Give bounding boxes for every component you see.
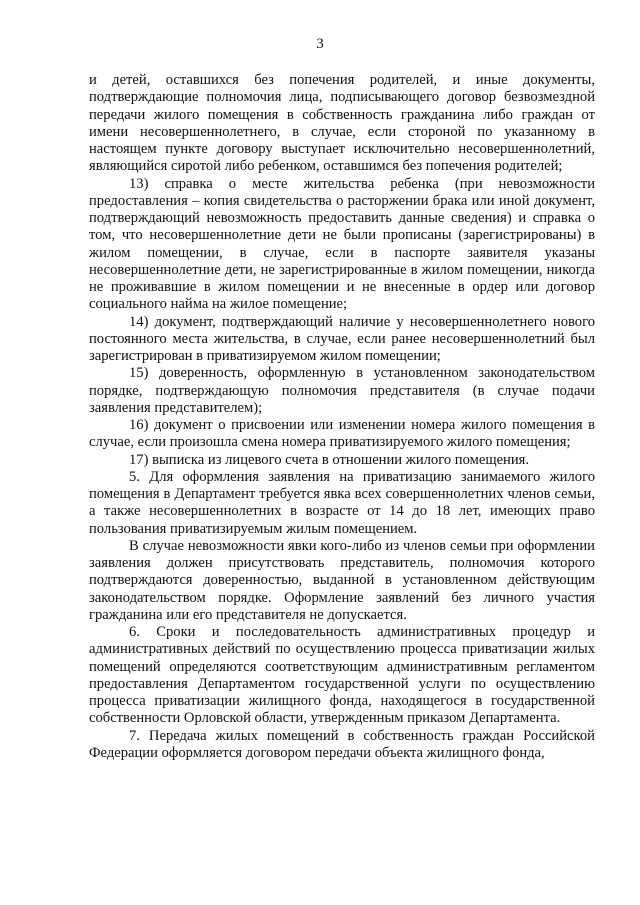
paragraph-item-17: 17) выписка из лицевого счета в отношении жилого помещения. bbox=[129, 451, 530, 468]
page-number: 3 bbox=[316, 36, 324, 52]
paragraph-item-15: 15) доверенность, оформленную в установленном законодательством порядке, подтверждающую полномочия представителя (в случае подачи заявления представителем); bbox=[89, 365, 595, 416]
paragraph-item-14: 14) документ, подтверждающий наличие у несовершеннолетнего нового постоянного места жительства, в случае, если ранее несовершеннолетний был зарегистрирован в приватизируемом жилом помещении; bbox=[89, 313, 595, 364]
paragraph-continuation: и детей, оставшихся без попечения родителей, и иные документы, подтверждающие полномочия лица, подписывающего договор безвозмездной передачи жилого помещения в собственность гражданина либо граждан от имени несовершеннолетнего, в случае, если стороной по указанному в настоящем пункте договору выступает исключительно несовершеннолетний, являющийся сиротой либо ребенком, оставшимся без попечения родителей; bbox=[89, 72, 595, 175]
paragraph-item-13: 13) справка о месте жительства ребенка (при невозможности предоставления – копия свидетельства о расторжении брака или иной документ, подтверждающий невозможность предоставить данные сведения) и справка о том, что несовершеннолетние дети не были прописаны (зарегистрированы) в жилом помещении, в случае, если в паспорте заявителя указаны несовершеннолетние дети, не зарегистрированные в жилом помещении, никогда не проживавшие в жилом помещении и не внесенные в ордер или договор социального найма на жилое помещение; bbox=[89, 175, 595, 313]
paragraph-section-7: 7. Передача жилых помещений в собственность граждан Российской Федерации оформляется договором передачи объекта жилищного фонда, bbox=[89, 727, 595, 761]
paragraph-section-6: 6. Сроки и последовательность административных процедур и административных действий по осуществлению процесса приватизации жилых помещений определяются соответствующим административным регламентом предоставления Департаментом государственной услуги по осуществлению процесса приватизации жилищного фонда, находящегося в государственной собственности Орловской области, утвержденным приказом Департамента. bbox=[89, 624, 595, 727]
document-body bbox=[89, 72, 595, 762]
paragraph-section-5: 5. Для оформления заявления на приватизацию занимаемого жилого помещения в Департамент требуется явка всех совершеннолетних членов семьи, а также несовершеннолетних в возрасте от 14 до 18 лет, имеющих право пользования приватизируемым жилым помещением. bbox=[89, 468, 595, 537]
paragraph-item-16: 16) документ о присвоении или изменении номера жилого помещения в случае, если произошла смена номера приватизируемого жилого помещения; bbox=[89, 417, 595, 451]
paragraph-section-5-cont: В случае невозможности явки кого-либо из членов семьи при оформлении заявления должен присутствовать представитель, полномочия которого подтверждаются доверенностью, выданной в установленном действующим законодательством порядке. Оформление заявлений без личного участия гражданина или его представителя не допускается. bbox=[89, 537, 595, 623]
